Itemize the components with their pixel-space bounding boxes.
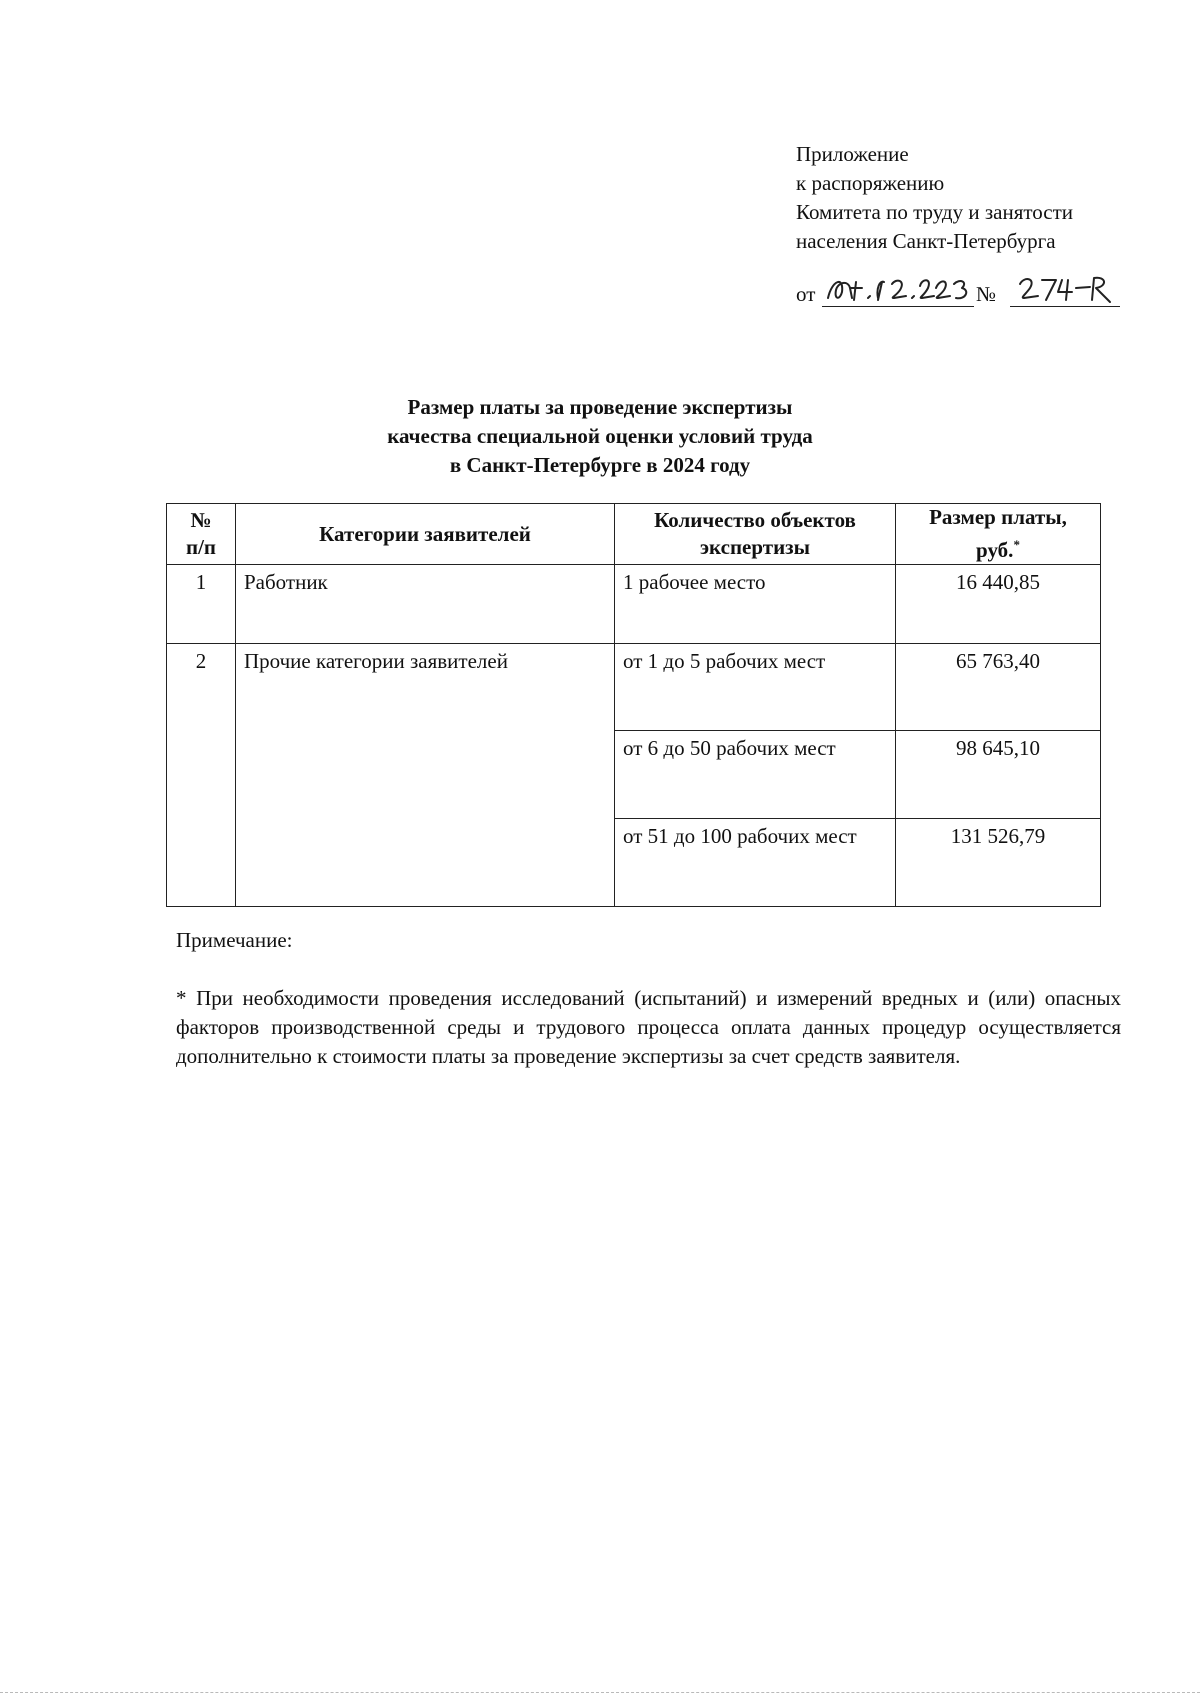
table-header-row	[167, 504, 1101, 565]
date-prefix-label: от	[796, 282, 816, 306]
handwritten-date	[822, 270, 974, 307]
row-objects: от 51 до 100 рабочих мест	[615, 819, 896, 907]
header-fee: Размер платы, руб.*	[896, 504, 1101, 565]
header-objects: Количество объектов экспертизы	[615, 504, 896, 565]
order-reference	[796, 270, 1126, 310]
row-category: Работник	[236, 565, 615, 644]
appendix-header	[796, 140, 1073, 256]
handwritten-number-signature	[1010, 270, 1120, 306]
appendix-line: Комитета по труду и занятости	[796, 200, 1074, 224]
row-objects: от 1 до 5 рабочих мест	[615, 644, 896, 731]
header-category: Категории заявителей	[236, 504, 615, 565]
table-row	[167, 565, 1101, 644]
row-fee: 16 440,85	[896, 565, 1101, 644]
row-objects: от 6 до 50 рабочих мест	[615, 731, 896, 819]
note-text: * При необходимости проведения исследований (испытаний) и измерений вредных и (или) опасных факторов производственной среды и трудового процесса оплата данных процедур осуществляется дополнительно к стоимости платы за проведение экспертизы за счет средств заявителя.	[176, 986, 1121, 1068]
handwritten-date-signature	[822, 270, 974, 306]
row-number: 2	[167, 644, 236, 907]
header-number: № п/п	[167, 504, 236, 565]
title-line: Размер платы за проведение экспертизы	[407, 395, 793, 419]
row-objects: 1 рабочее место	[615, 565, 896, 644]
row-category: Прочие категории заявителей	[236, 644, 615, 907]
footnote-mark: *	[1013, 537, 1020, 552]
row-fee: 65 763,40	[896, 644, 1101, 731]
appendix-line: к распоряжению	[796, 171, 945, 195]
title-line: в Санкт-Петербурге в 2024 году	[449, 453, 751, 477]
note-label: Примечание:	[176, 928, 293, 952]
appendix-line: населения Санкт-Петербурга	[796, 229, 1056, 253]
number-prefix-label: №	[976, 282, 997, 306]
scan-edge-divider	[0, 1692, 1200, 1693]
table-row	[167, 644, 1101, 731]
document-title	[300, 393, 900, 480]
appendix-line: Приложение	[796, 142, 909, 166]
row-number: 1	[167, 565, 236, 644]
row-fee: 98 645,10	[896, 731, 1101, 819]
handwritten-number	[1010, 270, 1120, 307]
row-fee: 131 526,79	[896, 819, 1101, 907]
fee-table	[166, 503, 1101, 907]
title-line: качества специальной оценки условий труда	[387, 424, 813, 448]
